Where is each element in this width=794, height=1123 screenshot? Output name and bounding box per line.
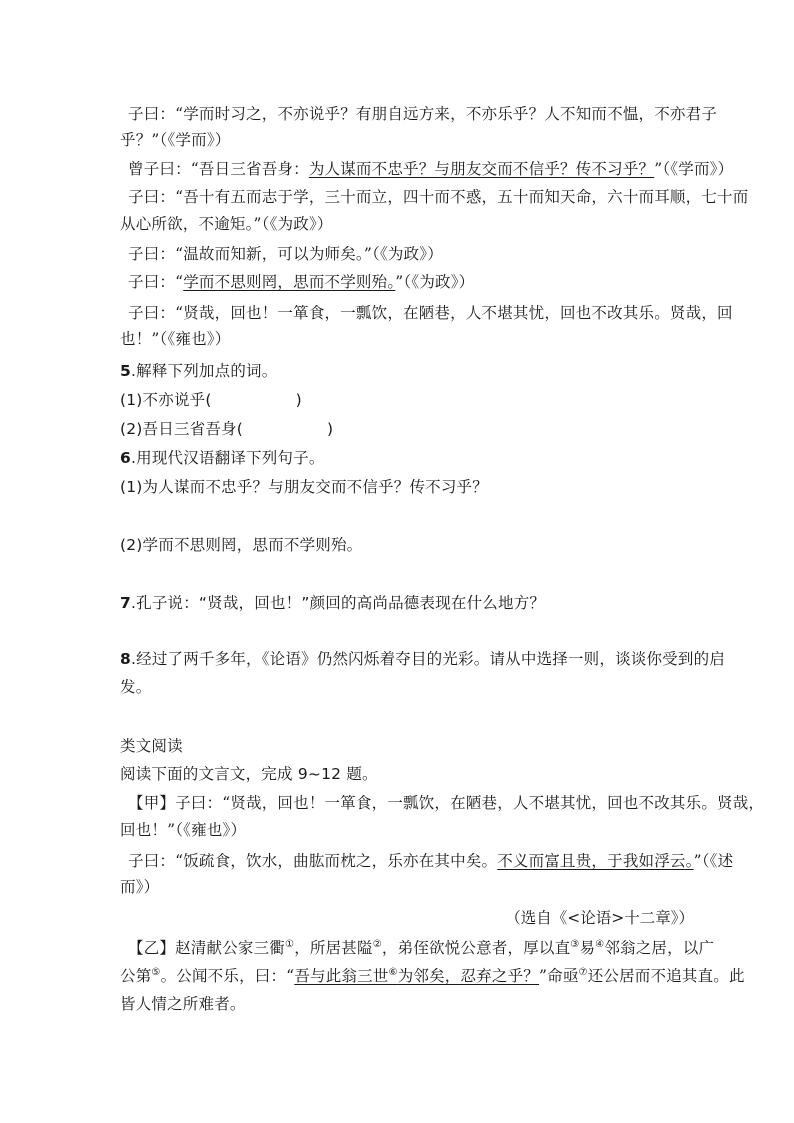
underlined-text: 为邻矣，忍弃之乎？: [397, 967, 539, 985]
passage-line: 【甲】子曰：“贤哉，回也！一箪食，一瓢饮，在陋巷，人不堪其忧，回也不改其乐。贤哉，: [128, 794, 765, 812]
question-5: [120, 360, 700, 382]
passage-line: [128, 158, 734, 180]
section-instruction: 阅读下面的文言文，完成 9~12 题。: [120, 765, 378, 783]
question-6: [120, 447, 700, 469]
footnote-marker: ⑤: [151, 966, 161, 978]
question-number: 5: [120, 362, 131, 380]
question-5-item-1: [120, 389, 700, 411]
underlined-sentence: 学而不思则罔，思而不学则殆。: [183, 273, 396, 291]
passage-line: 从心所欲，不逾矩。”（《为政》）: [120, 215, 333, 233]
footnote-marker: ①: [285, 938, 295, 950]
source-citation: （选自《<论语>十二章》）: [505, 909, 694, 927]
passage-text: ”（《学而》）: [654, 160, 734, 178]
passage-line: [120, 965, 745, 987]
question-number: 6: [120, 449, 131, 467]
question-item-text: (2)吾日三省吾身(: [120, 420, 244, 438]
passage-text: 【乙】赵清献公家三衢: [128, 939, 286, 957]
question-8-cont: 发。: [120, 678, 152, 696]
bracket-close: ): [295, 391, 302, 409]
passage-line: 子曰：“学而时习之，不亦说乎？有朋自远方来，不亦乐乎？人不知而不愠，不亦君子: [128, 105, 718, 123]
underlined-text: 吾与此翁三世: [294, 967, 389, 985]
passage-text: ，弟侄欲悦公意者，厚以直: [381, 939, 571, 957]
passage-text: 曾子曰：“吾日三省吾身：: [128, 160, 309, 178]
footnote-marker: ⑥: [388, 966, 398, 978]
passage-text: 。公闻不乐，曰：“: [160, 967, 295, 985]
question-6-item-2: (2)学而不思则罔，思而不学则殆。: [120, 536, 363, 554]
passage-line: 子曰：“吾十有五而志于学，三十而立，四十而不惑，五十而知天命，六十而耳顺，七十而: [128, 188, 749, 206]
passage-line: 也！”（《雍也》）: [120, 330, 231, 348]
underlined-sentence: [294, 967, 539, 985]
passage-text: ”（《为政》）: [395, 273, 475, 291]
footnote-marker: ③: [570, 938, 580, 950]
question-text: .用现代汉语翻译下列句子。: [131, 449, 325, 467]
passage-text: 易: [579, 939, 596, 957]
passage-text: ”（《述: [693, 852, 734, 870]
section-heading: 类文阅读: [120, 737, 183, 755]
question-7: [120, 592, 700, 614]
bracket-close: ): [327, 420, 334, 438]
passage-text: ，所居甚隘: [294, 939, 373, 957]
passage-text: 公第: [120, 967, 152, 985]
question-number: 7: [120, 594, 131, 612]
question-text: .经过了两千多年，《论语》仍然闪烁着夺目的光彩。请从中选择一则，谈谈你受到的启: [131, 650, 725, 668]
passage-line: 而》）: [120, 878, 160, 896]
question-6-item-1: (1)为人谋而不忠乎？与朋友交而不信乎？传不习乎？: [120, 478, 488, 496]
question-text: .解释下列加点的词。: [131, 362, 278, 380]
underlined-sentence: 为人谋而不忠乎？与朋友交而不信乎？传不习乎？: [308, 160, 655, 178]
passage-text: 邻翁之居，以广: [604, 939, 715, 957]
question-number: 8: [120, 650, 131, 668]
passage-line: [128, 850, 734, 872]
passage-text: ”命亟: [539, 967, 579, 985]
footnote-marker: ⑦: [578, 966, 588, 978]
passage-text: 子曰：“饭疏食，饮水，曲肱而枕之，乐亦在其中矣。: [128, 852, 498, 870]
passage-line: 子曰：“贤哉，回也！一箪食，一瓢饮，在陋巷，人不堪其忧，回也不改其乐。贤哉，回: [128, 304, 733, 322]
question-text: .孔子说：“贤哉，回也！”颜回的高尚品德表现在什么地方？: [131, 594, 546, 612]
footnote-marker: ④: [595, 938, 605, 950]
passage-text: 还公居而不追其直。此: [587, 967, 745, 985]
passage-line: 子曰：“温故而知新，可以为师矣。”（《为政》）: [128, 245, 443, 263]
passage-line: 乎？”（《学而》）: [120, 131, 231, 149]
passage-line: [128, 271, 708, 293]
question-5-item-2: [120, 418, 700, 440]
passage-line: 皆人情之所难者。: [120, 995, 246, 1013]
question-item-text: (1)不亦说乎(: [120, 391, 212, 409]
question-8: [120, 648, 725, 670]
footnote-marker: ②: [372, 938, 382, 950]
passage-line: 回也！”（《雍也》）: [120, 821, 247, 839]
passage-text: 子曰：“: [128, 273, 184, 291]
passage-line: [128, 937, 715, 959]
underlined-sentence: 不义而富且贵，于我如浮云。: [497, 852, 694, 870]
